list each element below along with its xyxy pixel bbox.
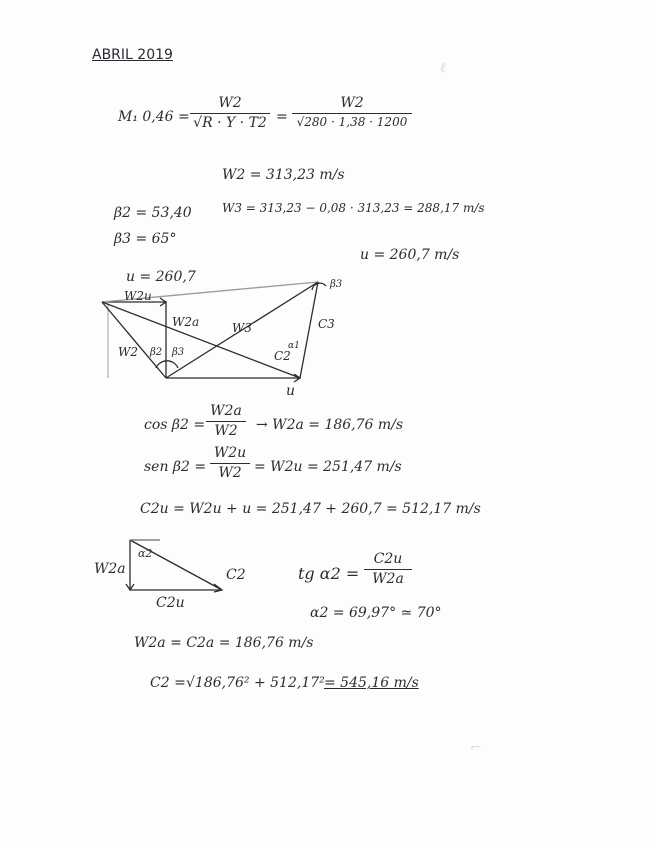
c2u-equation: C2u = W2u + u = 251,47 + 260,7 = 512,17 m/s	[140, 501, 481, 517]
equals-sign: =	[276, 109, 288, 125]
w3-result: W3 = 313,23 − 0,08 · 313,23 = 288,17 m/s	[222, 201, 485, 215]
diagram-w2u-label: W2u	[124, 289, 152, 303]
tg-fraction	[364, 552, 412, 588]
mach-lhs: M₁ 0,46 =	[118, 109, 190, 125]
diagram-c2-label: C2	[274, 349, 291, 363]
triangle-c2u-label: C2u	[156, 595, 185, 611]
frac1-denominator: √R · Y · T2	[193, 115, 267, 132]
cos-beta2-lhs: cos β2 =	[144, 417, 206, 433]
bleed-through-mark: ⌐	[470, 740, 482, 756]
diagram-w2a-label: W2a	[172, 315, 200, 329]
c2-root: √186,76² + 512,17²	[186, 675, 325, 691]
tg-numerator: C2u	[373, 551, 403, 567]
frac2-denominator: √280 · 1,38 · 1200	[296, 115, 408, 130]
beta2-value: β2 = 53,40	[114, 205, 192, 221]
diagram-w3-label: W3	[232, 321, 252, 335]
diagram-beta3-label: β3	[172, 347, 185, 358]
cos-numerator: W2a	[210, 403, 242, 419]
diagram-beta2-label: β2	[150, 347, 163, 358]
triangle-alpha2-label: α2	[138, 547, 153, 560]
alpha2-result: α2 = 69,97° ≃ 70°	[310, 605, 442, 621]
u-value-right: u = 260,7 m/s	[360, 247, 460, 263]
diagram-beta3-top-label: β3	[330, 279, 343, 290]
sen-numerator: W2u	[213, 445, 247, 461]
bleed-through-mark: ℓ	[440, 60, 446, 76]
cos-beta2-result: → W2a = 186,76 m/s	[256, 417, 404, 433]
diagram-u-label: u = 260,7	[126, 269, 196, 285]
sen-denominator: W2	[218, 465, 242, 482]
frac2-numerator: W2	[340, 95, 364, 111]
cos-denominator: W2	[214, 423, 238, 440]
diagram-alpha1-label: α1	[288, 341, 300, 351]
diagram-u-axis-label: u	[286, 383, 296, 399]
triangle-w2a-label: W2a	[94, 561, 126, 577]
w2a-c2a-equation: W2a = C2a = 186,76 m/s	[134, 635, 314, 651]
diagram-w2-label: W2	[118, 345, 138, 359]
page-title: ABRIL 2019	[92, 47, 173, 63]
sen-beta2-result: = W2u = 251,47 m/s	[254, 459, 402, 475]
frac1-numerator: W2	[218, 95, 242, 111]
w2-result: W2 = 313,23 m/s	[222, 167, 345, 183]
beta3-value: β3 = 65°	[114, 231, 177, 247]
c2-result: = 545,16 m/s	[324, 675, 419, 691]
c2-lhs: C2 =	[150, 675, 186, 691]
triangle-c2-label: C2	[226, 567, 246, 583]
tg-alpha2-lhs: tg α2 =	[298, 564, 360, 583]
sen-beta2-lhs: sen β2 =	[144, 459, 207, 475]
tg-denominator: W2a	[372, 571, 404, 588]
diagram-c3-label: C3	[318, 317, 335, 331]
